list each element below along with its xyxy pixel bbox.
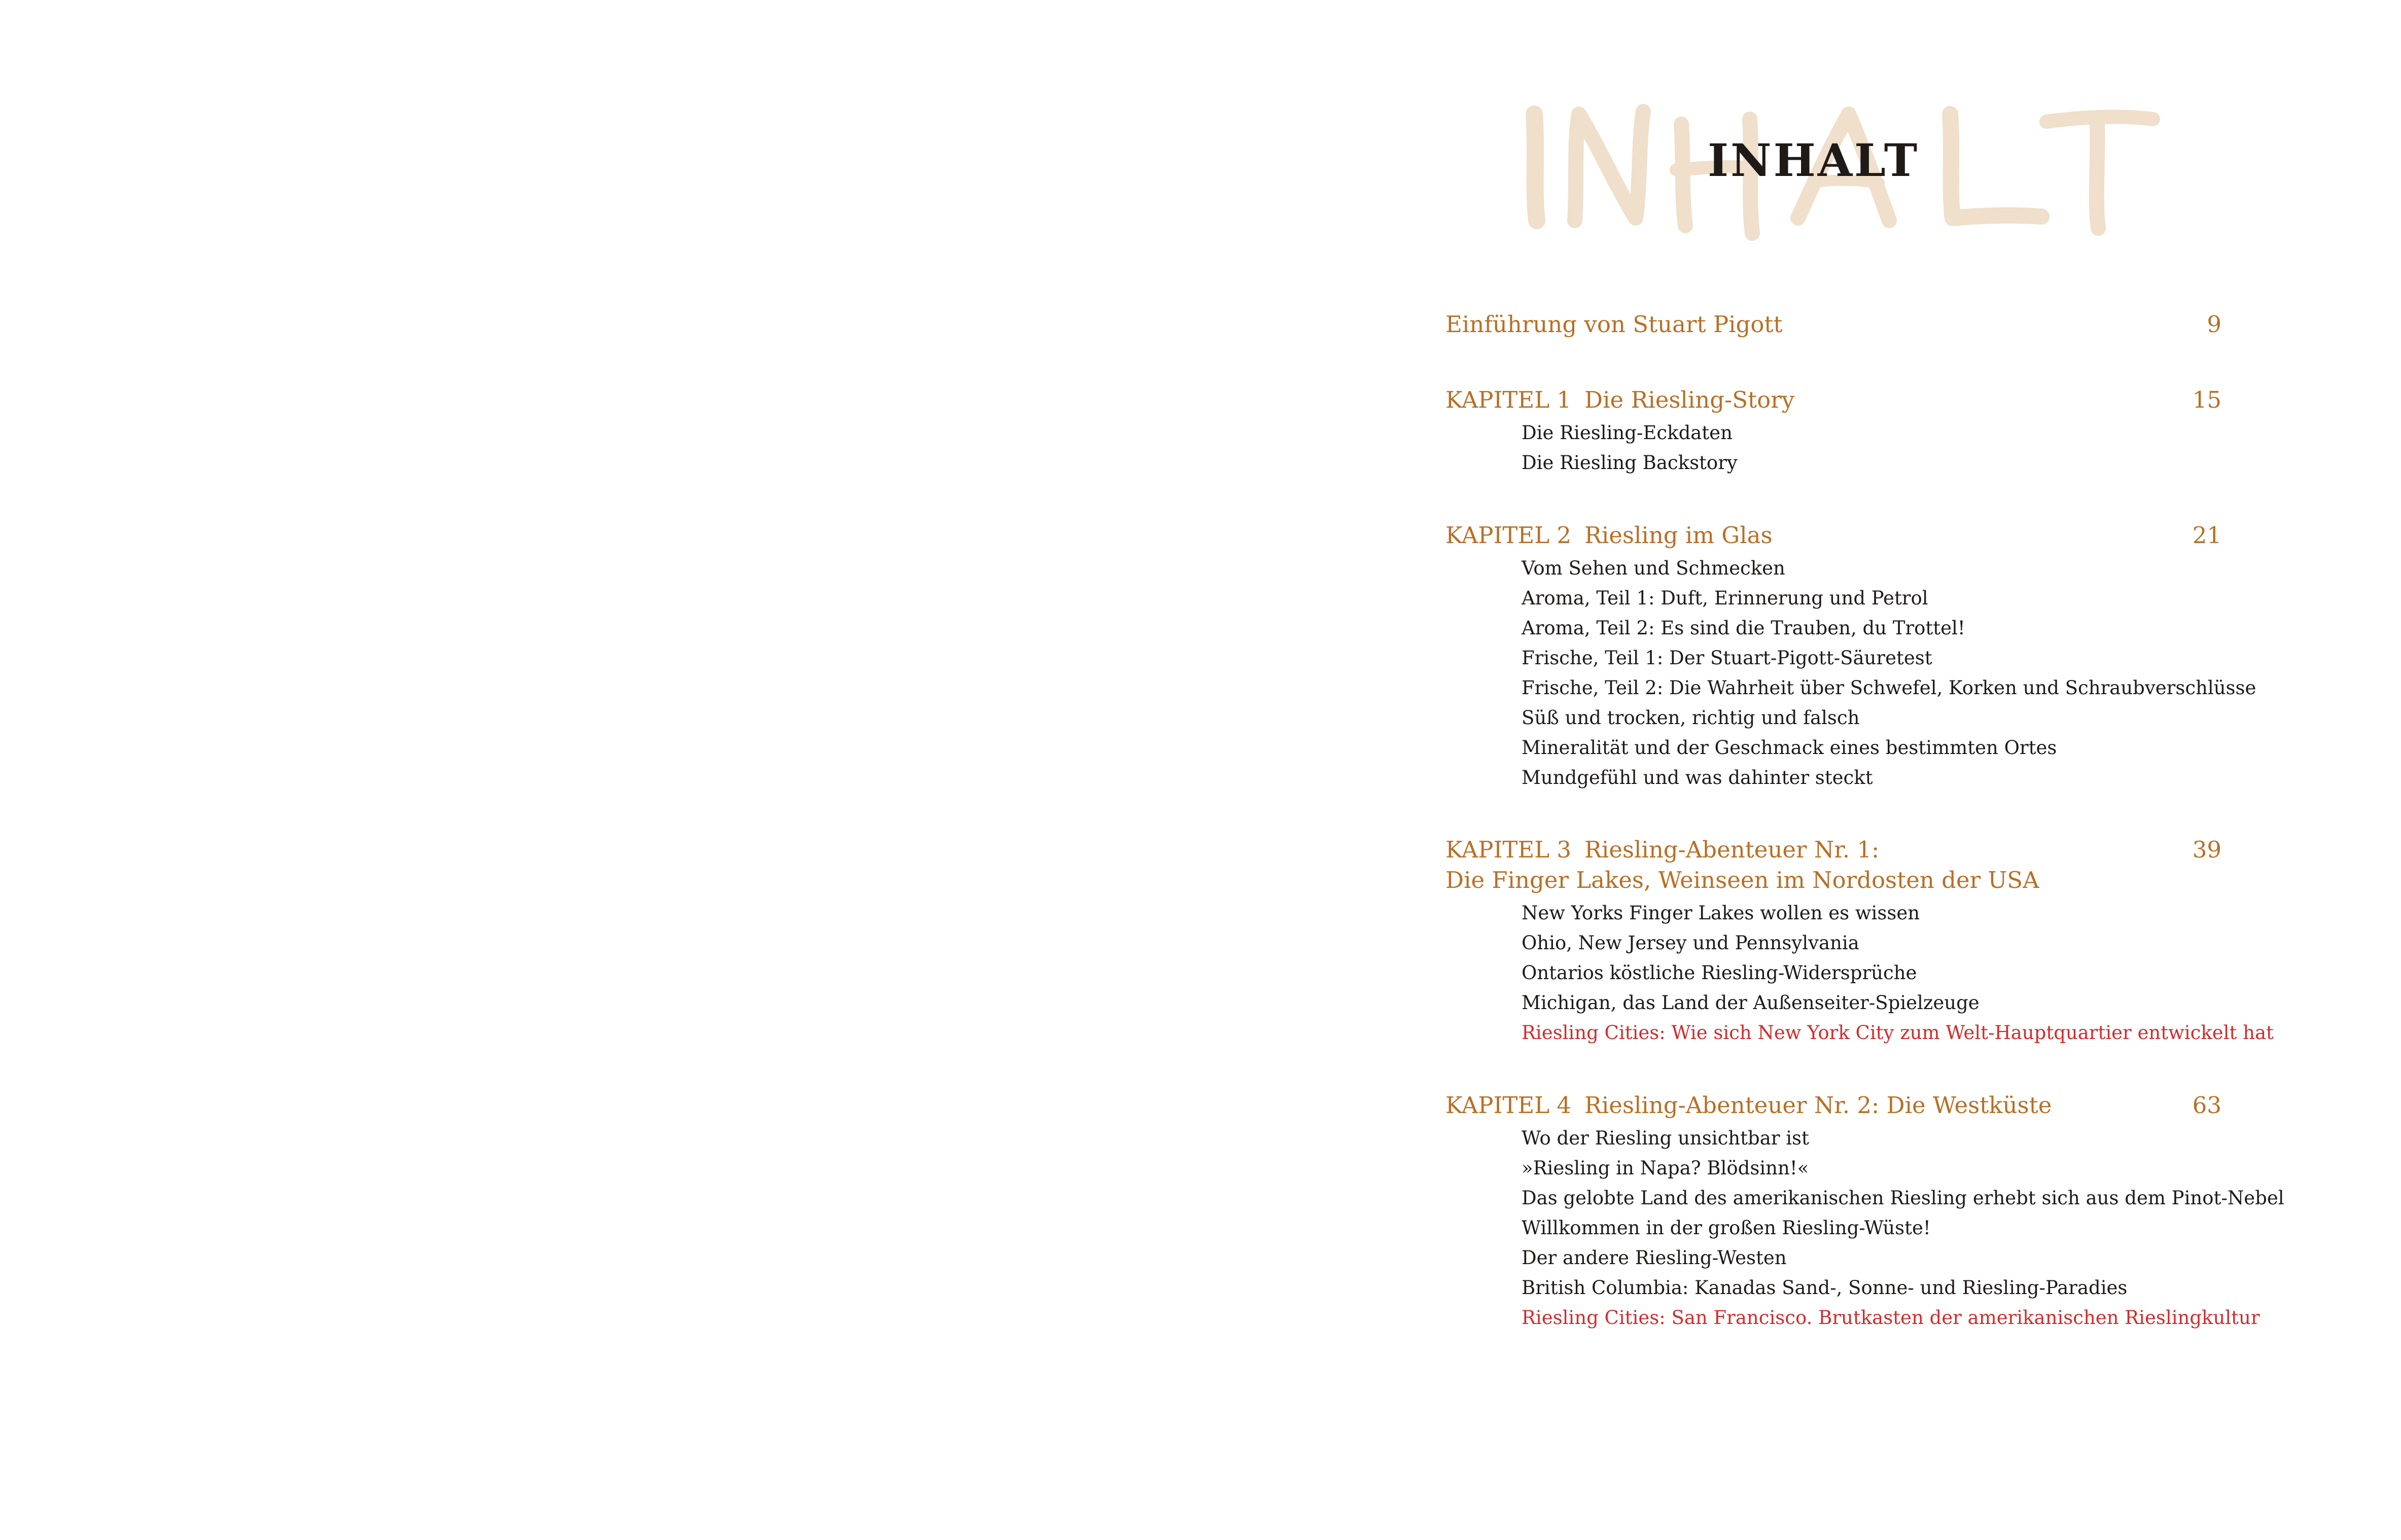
toc-entry: Wo der Riesling unsichtbar ist	[1522, 1127, 1809, 1149]
toc-chapter-heading	[1445, 388, 1794, 411]
toc-entry: Süß und trocken, richtig und falsch	[1522, 707, 1860, 729]
toc-entry: »Riesling in Napa? Blödsinn!«	[1522, 1157, 1809, 1179]
chapter-title-continued: Die Finger Lakes, Weinseen im Nordosten der USA	[1445, 867, 2039, 893]
left-page	[0, 0, 1200, 1540]
toc-chapter-heading	[1445, 1094, 2052, 1117]
toc-entry: British Columbia: Kanadas Sand-, Sonne- und Riesling-Paradies	[1522, 1277, 2128, 1299]
toc-entry: Mineralität und der Geschmack eines bestimmten Ortes	[1522, 737, 2057, 759]
table-of-contents	[1445, 0, 2284, 1540]
chapter-page-number: 21	[2192, 522, 2221, 549]
toc-entry: Der andere Riesling-Westen	[1522, 1247, 1787, 1269]
toc-intro-page: 9	[2207, 311, 2221, 338]
toc-entry-highlight: Riesling Cities: Wie sich New York City zum Welt-Hauptquartier entwickelt hat	[1522, 1022, 2274, 1044]
toc-entry: Willkommen in der großen Riesling-Wüste!	[1522, 1217, 1931, 1239]
toc-entry: Michigan, das Land der Außenseiter-Spielzeuge	[1522, 992, 1980, 1014]
chapter-label: KAPITEL 4	[1445, 1092, 1572, 1119]
toc-entry: Das gelobte Land des amerikanischen Riesling erhebt sich aus dem Pinot-Nebel	[1522, 1187, 2284, 1209]
toc-chapter-heading	[1445, 838, 1879, 861]
toc-entry: Mundgefühl und was dahinter steckt	[1522, 767, 1873, 789]
toc-entry: Die Riesling-Eckdaten	[1522, 422, 1733, 444]
chapter-title: Die Riesling-Story	[1584, 386, 1795, 413]
toc-entry: Aroma, Teil 2: Es sind die Trauben, du Trottel!	[1522, 617, 1965, 639]
toc-intro-title: Einführung von Stuart Pigott	[1445, 311, 1783, 338]
toc-entry-highlight: Riesling Cities: San Francisco. Brutkasten der amerikanischen Rieslingkultur	[1522, 1307, 2260, 1329]
toc-entry: Die Riesling Backstory	[1522, 452, 1738, 474]
toc-entry: Aroma, Teil 1: Duft, Erinnerung und Petrol	[1522, 587, 1928, 609]
chapter-title: Riesling-Abenteuer Nr. 1:	[1584, 836, 1880, 863]
toc-chapter-heading	[1445, 524, 1773, 547]
toc-entry: Frische, Teil 2: Die Wahrheit über Schwefel, Korken und Schraubverschlüsse	[1522, 677, 2256, 699]
toc-entry: New Yorks Finger Lakes wollen es wissen	[1522, 902, 1920, 924]
chapter-label: KAPITEL 3	[1445, 836, 1572, 863]
page-title: INHALT	[1708, 134, 1920, 187]
toc-entry: Frische, Teil 1: Der Stuart-Pigott-Säuretest	[1522, 647, 1932, 669]
toc-entry: Ontarios köstliche Riesling-Widersprüche	[1522, 962, 1917, 984]
chapter-page-number: 15	[2192, 386, 2221, 413]
toc-entry: Vom Sehen und Schmecken	[1522, 557, 1785, 579]
chapter-label: KAPITEL 1	[1445, 386, 1572, 413]
chapter-label: KAPITEL 2	[1445, 522, 1572, 549]
chapter-title: Riesling im Glas	[1584, 522, 1773, 549]
chapter-title: Riesling-Abenteuer Nr. 2: Die Westküste	[1584, 1092, 2052, 1119]
toc-entry: Ohio, New Jersey und Pennsylvania	[1522, 932, 1859, 954]
chapter-page-number: 39	[2192, 836, 2221, 863]
chapter-page-number: 63	[2192, 1092, 2221, 1119]
